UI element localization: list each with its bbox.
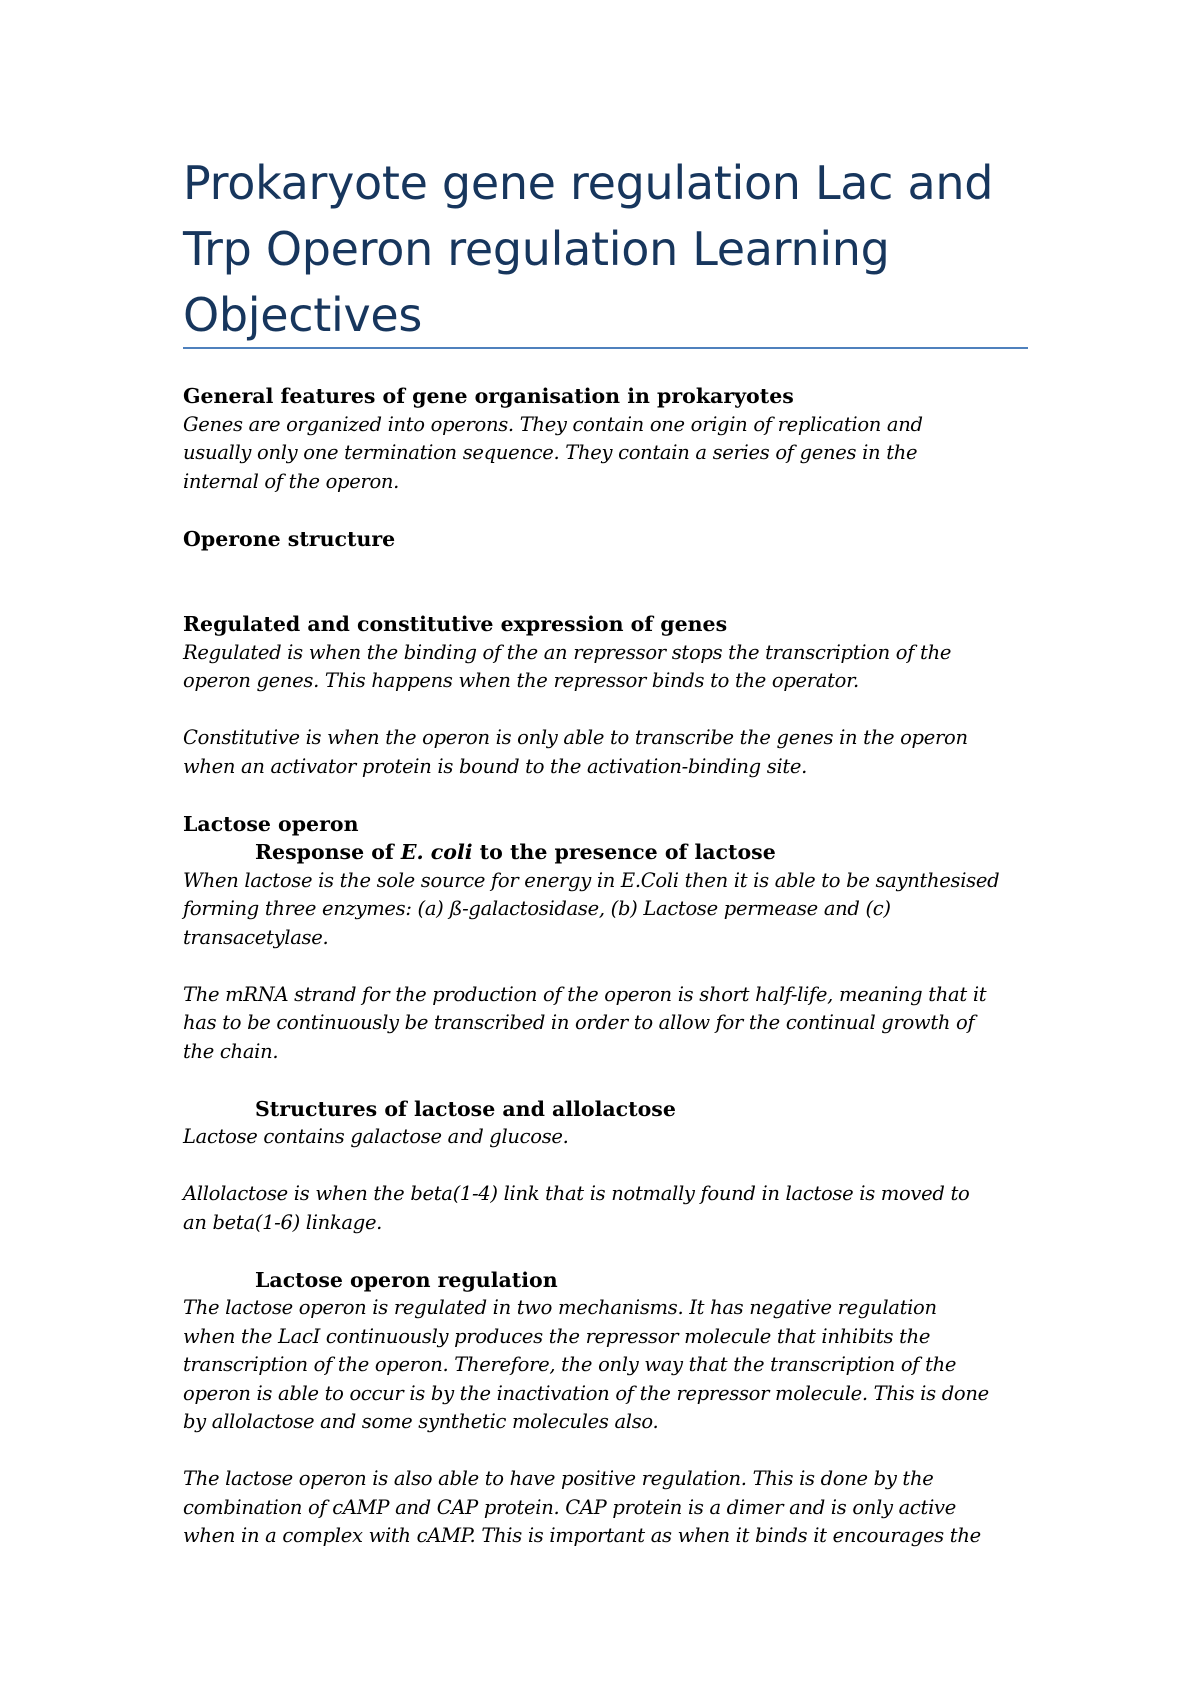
paragraph-line: Constitutive is when the operon is only able to transcribe the genes in the operon [183, 726, 968, 749]
paragraph-line: Genes are organized into operons. They contain one origin of replication and [183, 412, 923, 436]
paragraph-line: when the LacI continuously produces the repressor molecule that inhibits the [183, 1324, 931, 1348]
heading-operone-structure: Operone structure [183, 526, 396, 551]
paragraph-line: usually only one termination sequence. They contain a series of genes in the [183, 441, 918, 464]
paragraph-line: The lactose operon is also able to have positive regulation. This is done by the [183, 1467, 934, 1490]
subheading-response-ecoli [183, 838, 1043, 867]
title-line-1: Prokaryote gene regulation Lac and [183, 156, 994, 210]
spacer [183, 1237, 1043, 1266]
paragraph-line: an beta(1-6) linkage. [183, 1210, 383, 1234]
title-divider [183, 347, 1028, 349]
document-body [183, 382, 1043, 1551]
paragraph-line: internal of the operon. [183, 469, 400, 493]
spacer [183, 1066, 1043, 1095]
paragraph-line: the chain. [183, 1039, 279, 1063]
spacer [183, 696, 1043, 725]
paragraph-line: combination of cAMP and CAP protein. CAP protein is a dimer and is only active [183, 1495, 956, 1519]
paragraph-line: has to be continuously be transcribed in order to allow for the continual growth of [183, 1011, 975, 1034]
paragraph-line: transcription of the operon. Therefore, the only way that the transcription of the [183, 1353, 957, 1376]
spacer [183, 496, 1043, 525]
paragraph-line: Regulated is when the binding of the an repressor stops the transcription of the [183, 640, 952, 664]
paragraph-line: The lactose operon is regulated in two mechanisms. It has negative regulation [183, 1296, 937, 1319]
paragraph-line: forming three enzymes: (a) ß-galactosidase, (b) Lactose permease and (c) [183, 897, 891, 920]
spacer [183, 1437, 1043, 1466]
spacer [183, 1152, 1043, 1181]
title-line-2: Trp Operon regulation Learning [183, 222, 890, 276]
paragraph-line: When lactose is the sole source for energy in E.Coli then it is able to be saynthesised [183, 868, 1000, 892]
heading-lactose-operon: Lactose operon [183, 811, 359, 836]
title-line-3: Objectives [183, 288, 423, 342]
subheading-part: to the presence of lactose [472, 840, 776, 864]
spacer [183, 553, 1043, 610]
paragraph-line: operon genes. This happens when the repressor binds to the operator. [183, 669, 859, 692]
paragraph-line: Lactose contains galactose and glucose. [183, 1125, 569, 1148]
heading-general-features: General features of gene organisation in prokaryotes [183, 384, 794, 408]
spacer [183, 952, 1043, 981]
paragraph-line: The mRNA strand for the production of the operon is short half-life, meaning that it [183, 982, 987, 1006]
spacer [183, 781, 1043, 810]
subheading-lactose-regulation: Lactose operon regulation [255, 1267, 558, 1292]
subheading-structures: Structures of lactose and allolactose [255, 1096, 676, 1121]
title-block [183, 150, 1033, 348]
document-title [183, 150, 1033, 348]
paragraph-line: by allolactose and some synthetic molecules also. [183, 1410, 659, 1433]
paragraph-line: transacetylase. [183, 925, 329, 949]
paragraph-line: when in a complex with cAMP. This is important as when it binds it encourages the [183, 1524, 981, 1547]
subheading-part: Response of [255, 840, 401, 864]
species-name: E. coli [400, 840, 473, 864]
paragraph-line: operon is able to occur is by the inactivation of the repressor molecule. This is done [183, 1381, 989, 1405]
heading-regulated-constitutive: Regulated and constitutive expression of genes [183, 612, 728, 636]
paragraph-line: Allolactose is when the beta(1-4) link that is notmally found in lactose is moved to [183, 1182, 970, 1205]
paragraph-line: when an activator protein is bound to the activation-binding site. [183, 754, 808, 778]
